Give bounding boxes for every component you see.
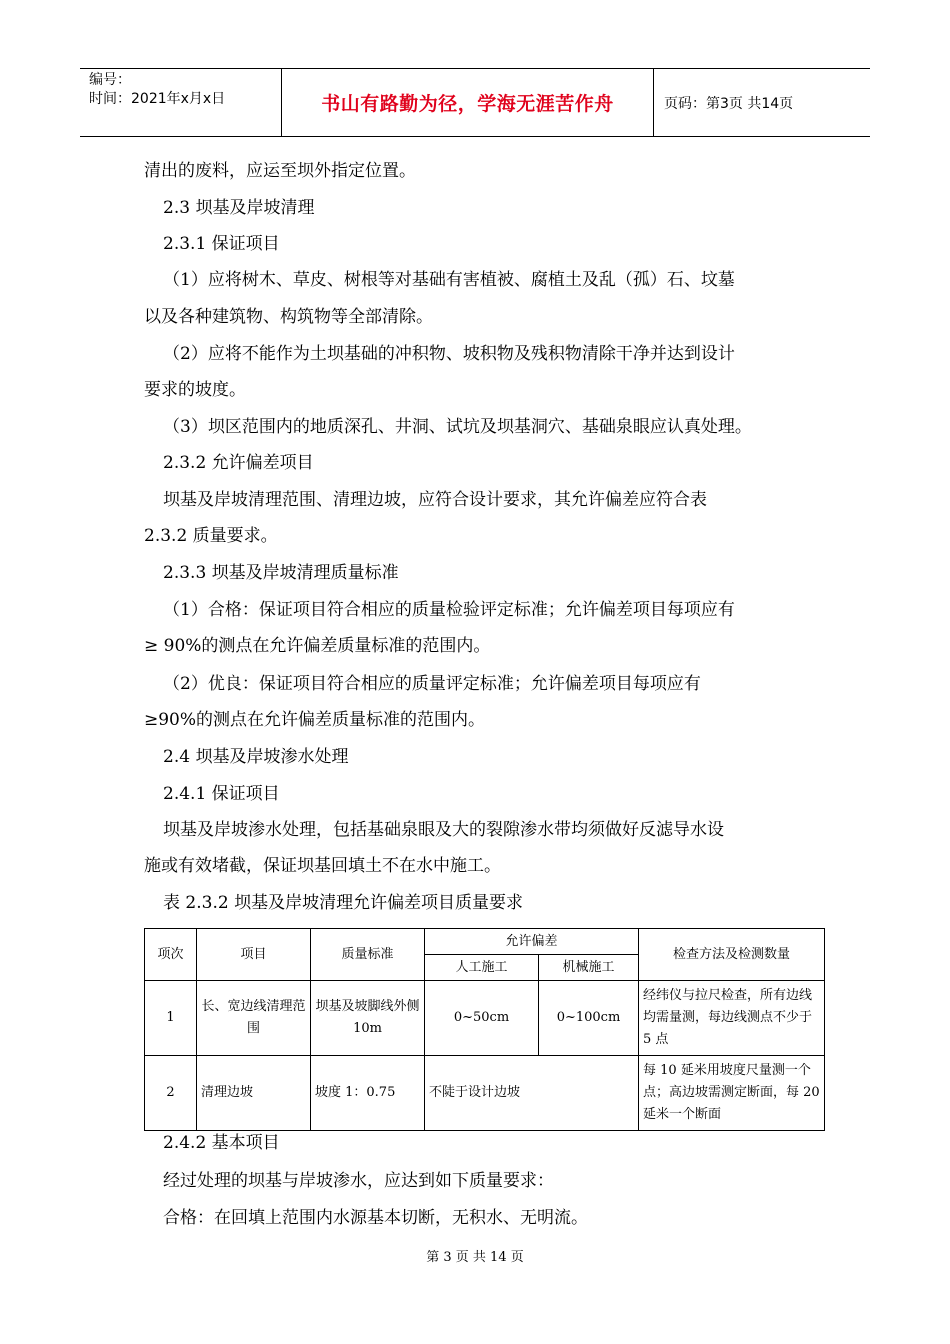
paragraph: （2）应将不能作为土坝基础的冲积物、坡积物及残积物清除干净并达到设计 xyxy=(163,344,735,364)
paragraph: （1）应将树木、草皮、树根等对基础有害植被、腐植土及乱（孤）石、坟墓 xyxy=(163,270,735,290)
paragraph: ≥ 90%的测点在允许偏差质量标准的范围内。 xyxy=(144,636,491,656)
cell-method: 每 10 延米用坡度尺量测一个点；高边坡需测定断面，每 20 延米一个断面 xyxy=(639,1056,825,1131)
paragraph: （2）优良：保证项目符合相应的质量评定标准；允许偏差项目每项应有 xyxy=(163,674,701,694)
cell-no: 1 xyxy=(145,981,197,1056)
quality-table xyxy=(144,928,825,1131)
paragraph: 坝基及岸坡渗水处理，包括基础泉眼及大的裂隙渗水带均须做好反滤导水设 xyxy=(163,820,724,840)
cell-method: 经纬仪与拉尺检查，所有边线均需量测，每边线测点不少于 5 点 xyxy=(639,981,825,1056)
paragraph: 坝基及岸坡清理范围、清理边坡，应符合设计要求，其允许偏差应符合表 xyxy=(163,490,707,510)
th-standard: 质量标准 xyxy=(311,929,425,981)
th-manual: 人工施工 xyxy=(425,955,539,981)
header-meta xyxy=(80,69,282,136)
paragraph: ≥90%的测点在允许偏差质量标准的范围内。 xyxy=(144,710,486,730)
paragraph: （3）坝区范围内的地质深孔、井洞、试坑及坝基洞穴、基础泉眼应认真处理。 xyxy=(163,417,752,437)
header-motto: 书山有路勤为径，学海无涯苦作舟 xyxy=(282,69,654,136)
cell-item: 清理边坡 xyxy=(197,1056,311,1131)
page-header xyxy=(80,68,870,137)
paragraph: （1）合格：保证项目符合相应的质量检验评定标准；允许偏差项目每项应有 xyxy=(163,600,735,620)
table-header-row xyxy=(145,929,825,955)
th-allow: 允许偏差 xyxy=(425,929,639,955)
subsection-heading: 2.3.2 允许偏差项目 xyxy=(163,453,314,473)
th-item: 项目 xyxy=(197,929,311,981)
cell-item: 长、宽边线清理范围 xyxy=(197,981,311,1056)
paragraph: 经过处理的坝基与岸坡渗水，应达到如下质量要求： xyxy=(163,1171,554,1191)
number-label: 编号： xyxy=(89,72,131,88)
paragraph: 清出的废料，应运至坝外指定位置。 xyxy=(144,161,416,181)
subsection-heading: 2.4.2 基本项目 xyxy=(163,1133,280,1153)
section-heading: 2.3 坝基及岸坡清理 xyxy=(163,198,315,218)
paragraph: 2.3.2 质量要求。 xyxy=(144,526,278,546)
subsection-heading: 2.3.1 保证项目 xyxy=(163,234,280,254)
table-caption: 表 2.3.2 坝基及岸坡清理允许偏差项目质量要求 xyxy=(163,893,524,913)
cell-no: 2 xyxy=(145,1056,197,1131)
table-row xyxy=(145,981,825,1056)
header-page-info: 页码：第3页 共14页 xyxy=(664,95,794,112)
paragraph: 要求的坡度。 xyxy=(144,380,246,400)
table-row xyxy=(145,1056,825,1131)
cell-standard: 坡度 1：0.75 xyxy=(311,1056,425,1131)
cell-allow: 不陡于设计边坡 xyxy=(425,1056,639,1131)
cell-manual: 0~50cm xyxy=(425,981,539,1056)
paragraph: 合格：在回填上范围内水源基本切断，无积水、无明流。 xyxy=(163,1208,588,1228)
section-heading: 2.4 坝基及岸坡渗水处理 xyxy=(163,747,349,767)
cell-standard: 坝基及坡脚线外侧 10m xyxy=(311,981,425,1056)
th-no: 项次 xyxy=(145,929,197,981)
cell-machine: 0~100cm xyxy=(539,981,639,1056)
subsection-heading: 2.3.3 坝基及岸坡清理质量标准 xyxy=(163,563,399,583)
th-machine: 机械施工 xyxy=(539,955,639,981)
paragraph: 施或有效堵截，保证坝基回填土不在水中施工。 xyxy=(144,856,501,876)
page-footer: 第 3 页 共 14 页 xyxy=(426,1250,524,1265)
th-method: 检查方法及检测数量 xyxy=(639,929,825,981)
time-label: 时间：2021年x月x日 xyxy=(89,91,226,107)
subsection-heading: 2.4.1 保证项目 xyxy=(163,784,280,804)
paragraph: 以及各种建筑物、构筑物等全部清除。 xyxy=(144,307,433,327)
